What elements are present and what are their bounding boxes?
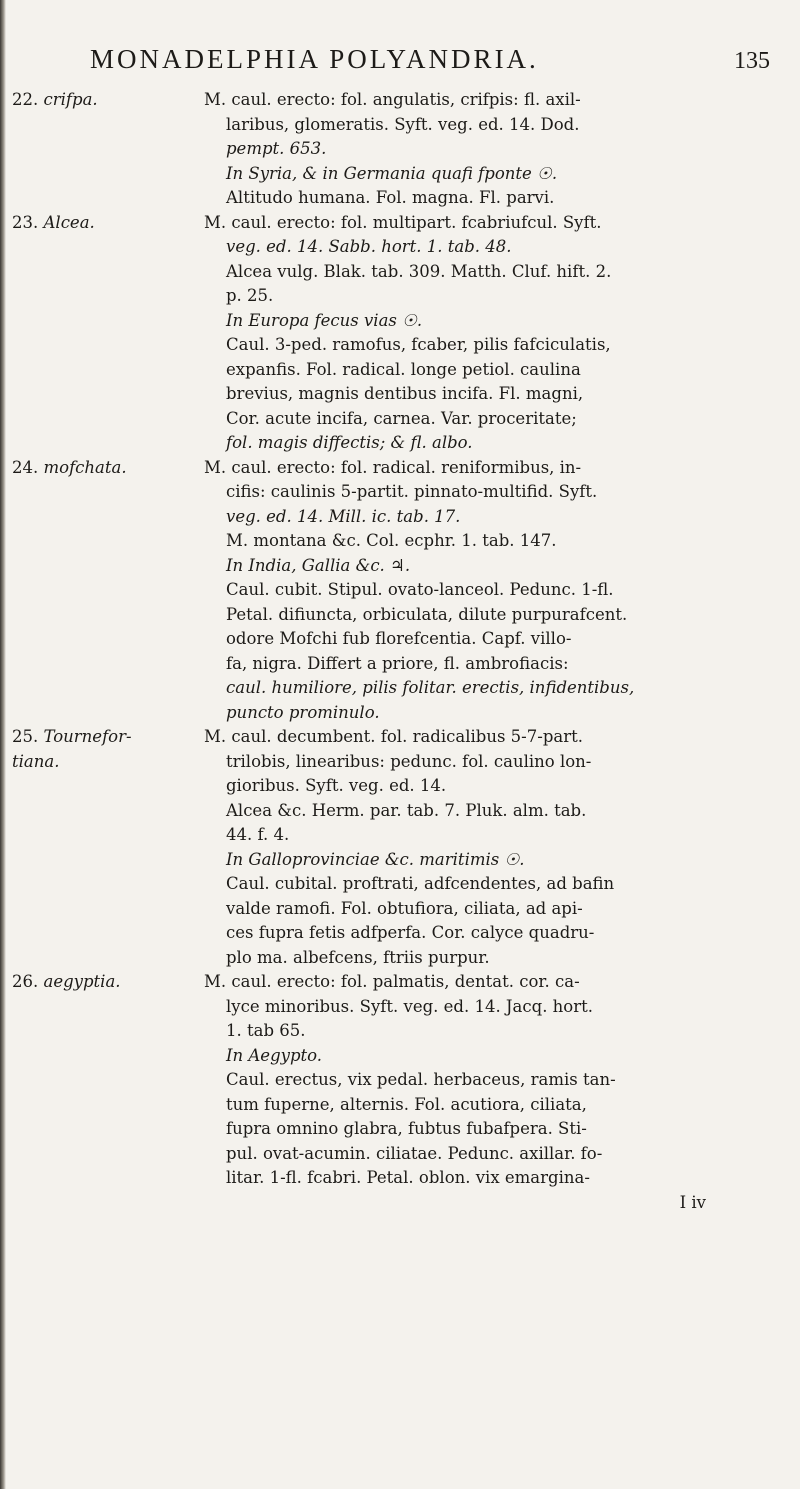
species-number: 22.: [12, 90, 39, 109]
description-line: M. caul. erecto: fol. palmatis, dentat. cor. ca-: [204, 972, 580, 991]
species-number: 26.: [12, 972, 39, 991]
description-line: trilobis, linearibus: pedunc. fol. caulino lon-: [226, 751, 592, 771]
description-line: ces fupra fetis adfperfa. Cor. calyce quadru-: [226, 923, 595, 942]
species-number: 23.: [12, 212, 39, 232]
species-entry: [0, 456, 778, 726]
species-name: crifpa.: [43, 90, 98, 109]
description-line: 44. f. 4.: [226, 825, 290, 844]
description-line: cifis: caulinis 5-partit. pinnato-multifid. Syft.: [226, 482, 598, 501]
description-line: Caul. erectus, vix pedal. herbaceus, ramis tan-: [226, 1070, 616, 1089]
species-number: 25.: [12, 727, 39, 746]
species-entry: [0, 725, 778, 970]
species-entry: [0, 211, 778, 456]
description-line: valde ramofi. Fol. obtufiora, ciliata, ad api-: [226, 898, 583, 918]
description-line: M. caul. erecto: fol. multipart. fcabriufcul. Syft.: [204, 212, 602, 232]
description-line: caul. humiliore, pilis folitar. erectis, infidentibus,: [226, 678, 635, 697]
species-description: [204, 211, 778, 456]
description-line: laribus, glomeratis. Syft. veg. ed. 14. Dod.: [226, 114, 580, 134]
species-label: [0, 88, 204, 113]
species-label: [0, 211, 204, 236]
description-line: Alcea vulg. Blak. tab. 309. Matth. Cluf. hift. 2.: [226, 261, 612, 281]
description-line: M. montana &c. Col. ecphr. 1. tab. 147.: [226, 531, 557, 550]
description-line: lyce minoribus. Syft. veg. ed. 14. Jacq. hort.: [226, 996, 594, 1016]
description-line: p. 25.: [226, 286, 274, 305]
description-line: pempt. 653.: [226, 139, 327, 158]
description-line: fa, nigra. Differt a priore, fl. ambrofiacis:: [226, 653, 569, 673]
species-description: [204, 456, 778, 726]
description-line: Cor. acute incifa, carnea. Var. proceritate;: [226, 408, 577, 428]
species-name: mofchata.: [43, 457, 127, 477]
species-number: 24.: [12, 457, 39, 477]
species-description: [204, 88, 778, 211]
species-name: Alcea.: [43, 212, 95, 232]
header-title: MONADELPHIA POLYANDRIA.: [90, 44, 539, 74]
description-line: In India, Gallia &c. ♃.: [226, 555, 411, 575]
description-line: In Syria, & in Germania quafi fponte ☉.: [226, 163, 558, 183]
description-line: Altitudo humana. Fol. magna. Fl. parvi.: [226, 188, 555, 207]
description-line: pul. ovat-acumin. ciliatae. Pedunc. axillar. fo-: [226, 1143, 603, 1163]
description-line: gioribus. Syft. veg. ed. 14.: [226, 776, 447, 795]
description-line: odore Mofchi fub florefcentia. Capf. villo-: [226, 629, 572, 648]
description-line: fupra omnino glabra, fubtus fubafpera. Sti-: [226, 1119, 587, 1138]
description-line: In Europa fecus vias ☉.: [226, 310, 423, 330]
description-line: expanfis. Fol. radical. longe petiol. caulina: [226, 359, 581, 379]
species-entries: [0, 88, 778, 1215]
description-line: brevius, magnis dentibus incifa. Fl. magni,: [226, 384, 584, 403]
description-line: Alcea &c. Herm. par. tab. 7. Pluk. alm. tab.: [226, 800, 587, 820]
description-line: tum fuperne, alternis. Fol. acutiora, ciliata,: [226, 1094, 587, 1114]
description-line: plo ma. albefcens, ftriis purpur.: [226, 947, 490, 967]
description-line: M. caul. erecto: fol. radical. reniformibus, in-: [204, 457, 582, 477]
description-line: veg. ed. 14. Mill. ic. tab. 17.: [226, 506, 461, 526]
species-description: [204, 725, 778, 970]
species-name-continued: tiana.: [12, 751, 60, 771]
catchword-signature: I iv: [679, 1192, 706, 1212]
description-line: litar. 1-fl. fcabri. Petal. oblon. vix emargina-: [226, 1168, 590, 1187]
species-label: [0, 725, 204, 774]
description-line: Caul. 3-ped. ramofus, fcaber, pilis fafciculatis,: [226, 335, 611, 354]
description-line: veg. ed. 14. Sabb. hort. 1. tab. 48.: [226, 237, 512, 256]
species-entry: [0, 970, 778, 1191]
description-line: In Galloprovinciae &c. maritimis ☉.: [226, 849, 525, 869]
species-name: Tournefor-: [43, 727, 132, 746]
description-line: 1. tab 65.: [226, 1021, 306, 1040]
species-entry: [0, 88, 778, 211]
description-line: puncto prominulo.: [226, 702, 380, 722]
description-line: Caul. cubit. Stipul. ovato-lanceol. Pedunc. 1-fl.: [226, 580, 614, 599]
species-name: aegyptia.: [43, 972, 121, 991]
description-line: M. caul. decumbent. fol. radicalibus 5-7-part.: [204, 727, 583, 746]
species-description: [204, 970, 778, 1191]
description-line: M. caul. erecto: fol. angulatis, crifpis: fl. axil-: [204, 90, 581, 109]
description-line: Petal. difiuncta, orbiculata, dilute purpurafcent.: [226, 604, 628, 624]
description-line: Caul. cubital. proftrati, adfcendentes, ad bafin: [226, 874, 615, 893]
species-label: [0, 456, 204, 481]
page-number: 135: [734, 48, 770, 74]
description-line: fol. magis diffectis; & fl. albo.: [226, 433, 473, 452]
description-line: In Aegypto.: [226, 1045, 323, 1065]
species-label: [0, 970, 204, 995]
running-header: [90, 44, 770, 84]
